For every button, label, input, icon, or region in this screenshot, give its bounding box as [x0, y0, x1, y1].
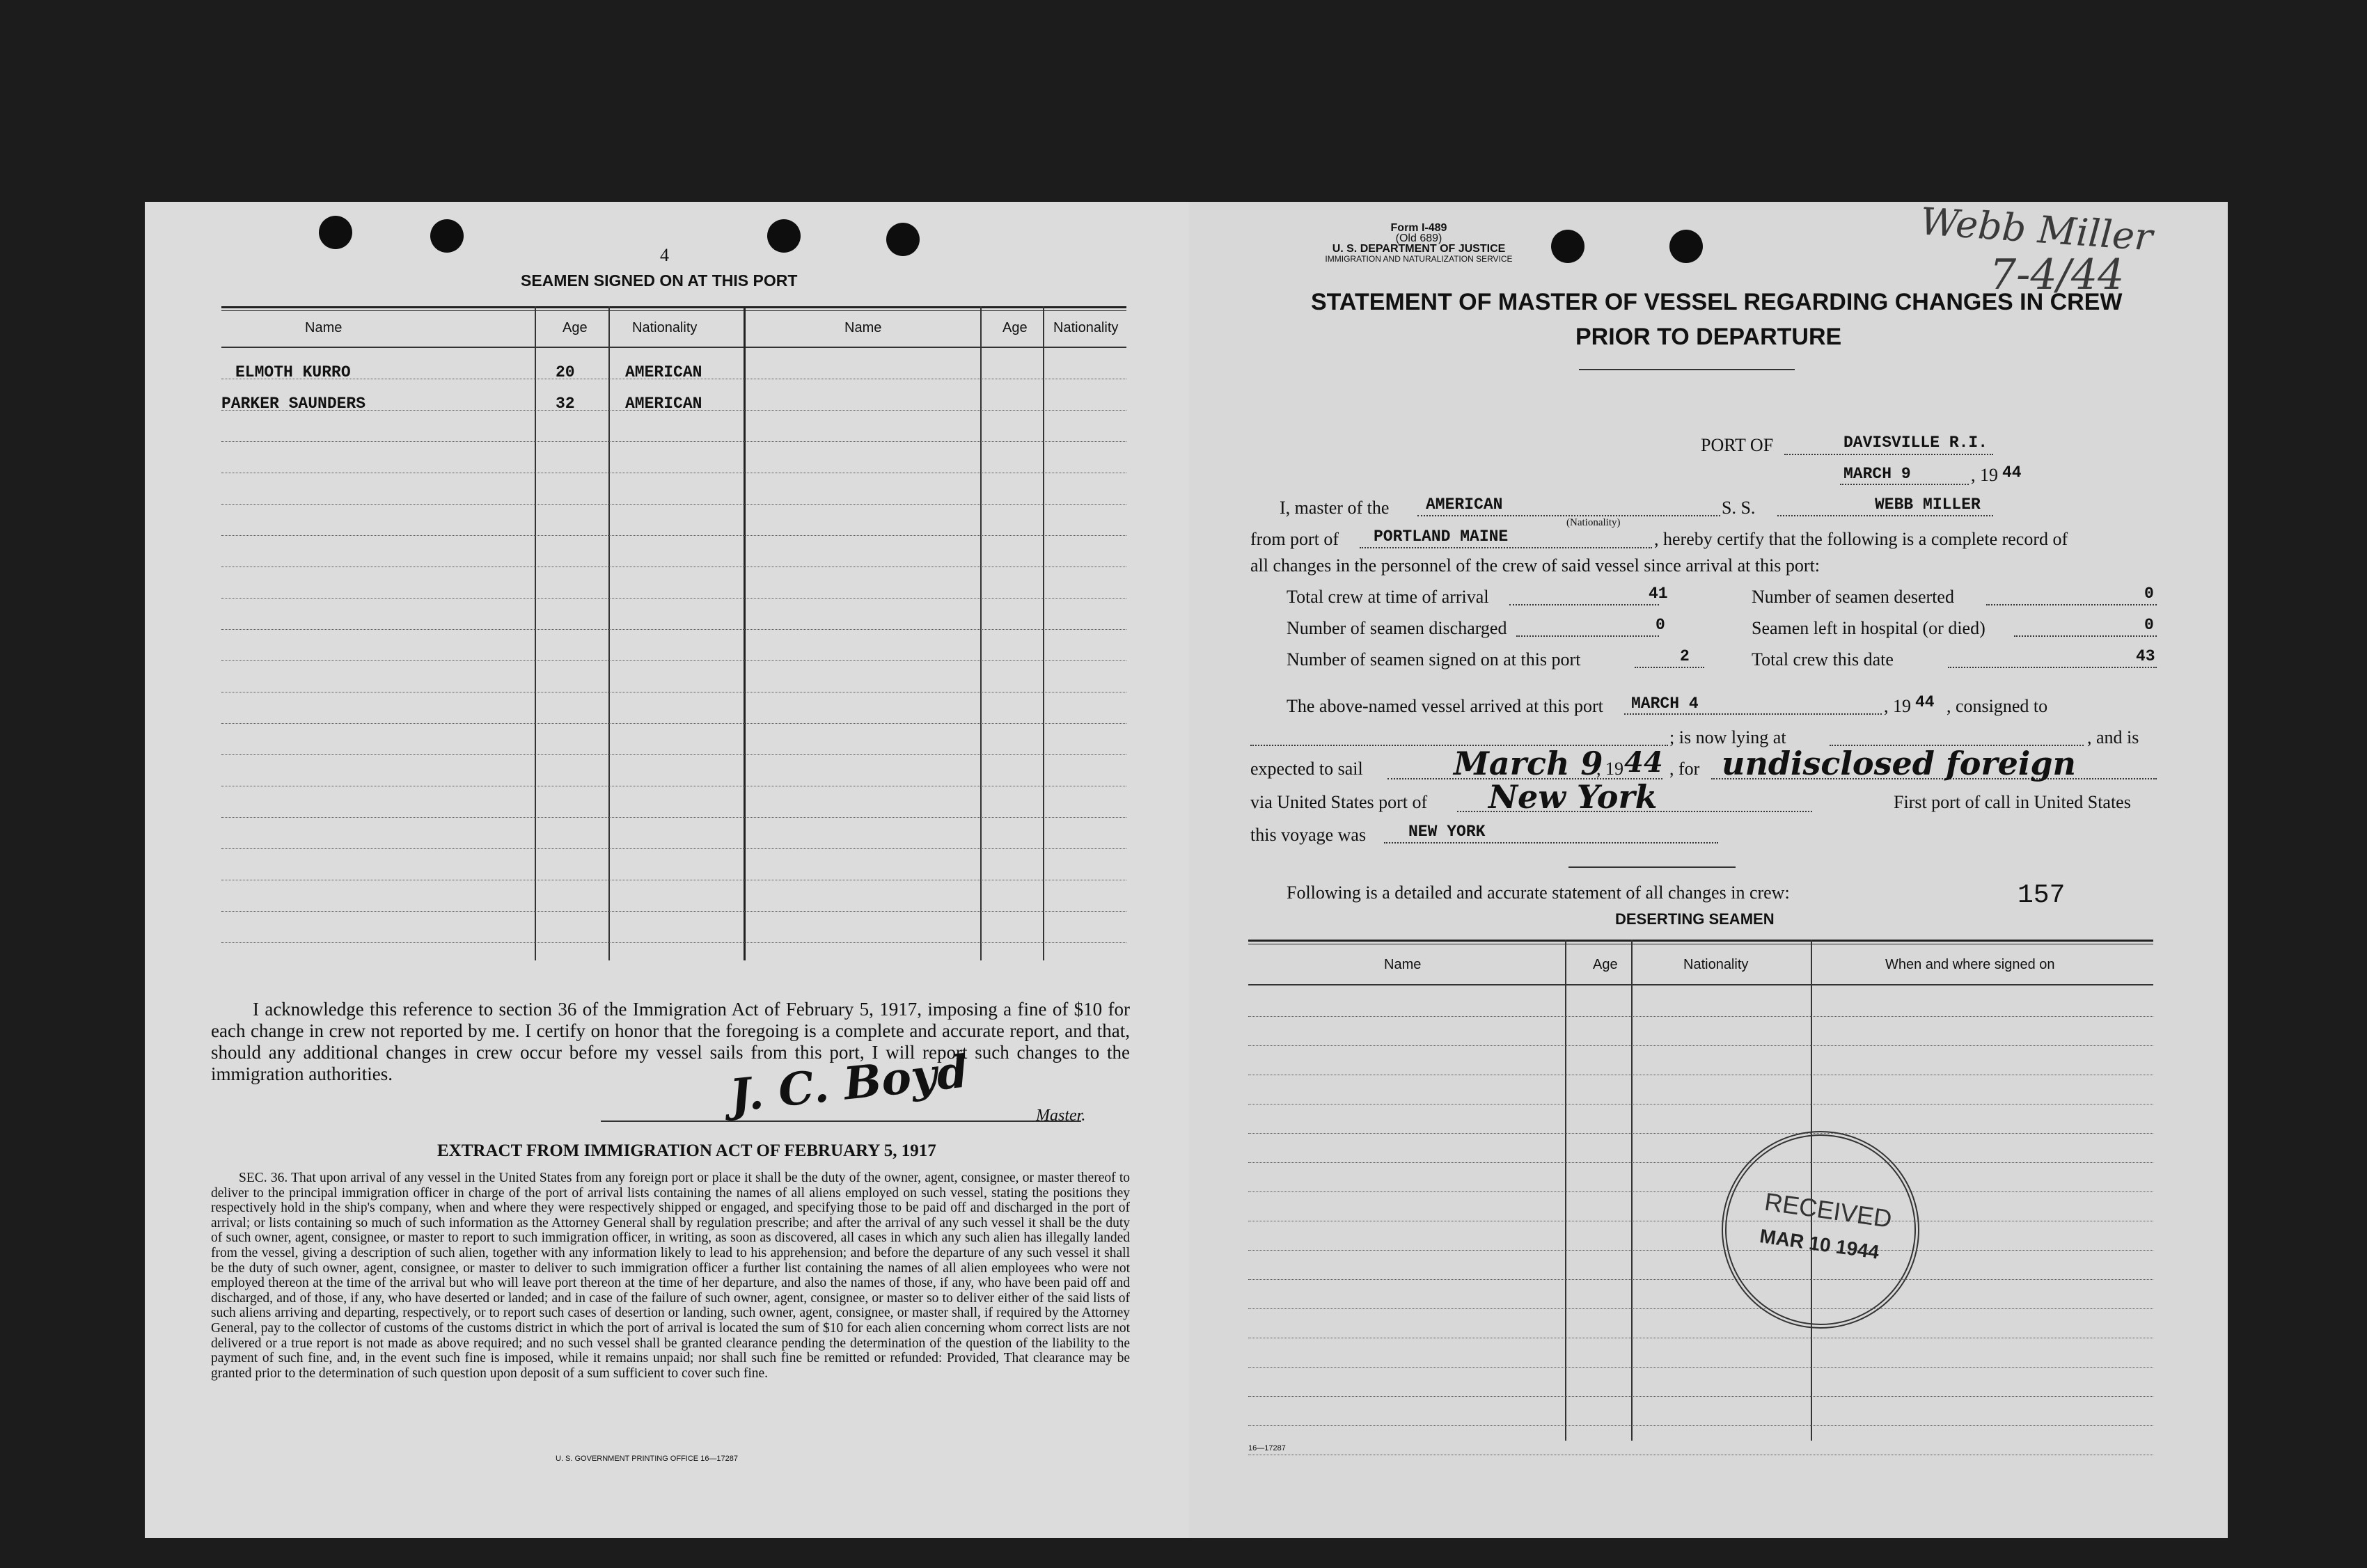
table-row	[221, 848, 1126, 849]
extract-text: SEC. 36. That upon arrival of any vessel in the United States from any foreign port or place it shall be the duty of the owner, agent, consignee, or master thereof to deliver to the principal immigration officer in charge of the port of arrival lists containing the names of all aliens employed on such vessel, stating the positions they respectively hold in the ship's company, when and where they were respectively shipped or engaged, and specifying those to be paid off and discharged in the port of arrival; or lists containing so much of such information as the Attorney General shall by regulation prescribe; and after the arrival of any such vessel it shall be the duty of such owner, agent, consignee, or master to report to such immigration officer, in writing, as soon as discovered, all cases in which any such alien has illegally landed from the vessel, giving a description of such alien, together with any information likely to lead to his apprehension; and before the departure of any such vessel it shall be the duty of such owner, agent, consignee, or master to deliver to such immigration officer a further list containing the names of all alien employees who were not employed thereon at the time of the arrival but who will leave port thereon at the time of her departure, and also the names of those, if any, who have been paid off and discharged, and of those, if any, who have deserted or landed; and in case of the failure of such owner, agent, consignee, or master so to deliver either of the said lists of such aliens arriving and departing, respectively, or to report such cases of desertion or landing, such owner, agent, consignee, or master shall, if required by the Attorney General, pay to the collector of customs of the customs district in which the port of arrival is located the sum of $10 for each alien concerning whom correct lists are not delivered or a true report is not made as above required; and no such vessel shall be granted clearance pending the determination of the question of the liability to the payment of such fine, and, in the event such fine is imposed, while it remains unpaid; nor shall such fine be remitted or refunded: Provided, That clearance may be granted prior to the determination of such question upon deposit of a sum sufficient to cover such fine.	[211, 1171, 1130, 1381]
stat-2-value: 0	[2144, 585, 2154, 603]
nationality-caption: (Nationality)	[1566, 517, 1621, 528]
stat-3-value: 0	[1656, 616, 1665, 634]
stat-1-value: 41	[1649, 585, 1668, 603]
port-value: DAVISVILLE R.I.	[1843, 434, 1988, 452]
col-name-2: Name	[844, 320, 882, 335]
nationality-value: AMERICAN	[1426, 496, 1503, 514]
table-row	[221, 754, 1126, 755]
printing-office-note: U. S. GOVERNMENT PRINTING OFFICE 16—17287	[556, 1455, 739, 1463]
handwritten-date: 7-4/44	[1990, 251, 2125, 299]
arrived-value: MARCH 4	[1631, 695, 1699, 713]
port-label: PORT OF	[1701, 435, 1774, 455]
table-row	[221, 817, 1126, 818]
col-when-where: When and where signed on	[1885, 957, 2055, 972]
form-header	[1314, 223, 1523, 264]
arrived-year-prefix: , 19	[1884, 696, 1911, 716]
left-page	[145, 202, 1189, 1538]
table-row	[221, 504, 1126, 505]
deserting-seamen-table	[1248, 940, 2153, 1441]
table-row	[1248, 1396, 2153, 1397]
row-1-age: 20	[556, 363, 575, 381]
voyage-label: this voyage was	[1250, 825, 1367, 845]
punch-hole	[319, 216, 352, 249]
from-port-value: PORTLAND MAINE	[1374, 528, 1509, 546]
printing-office-note: 16—17287	[1248, 1444, 1286, 1452]
via-label: via United States port of	[1250, 792, 1428, 812]
col-nationality: Nationality	[632, 320, 698, 335]
from-port-label: from port of	[1250, 529, 1339, 549]
row-2-age: 32	[556, 395, 575, 413]
row-2-nationality: AMERICAN	[625, 395, 702, 413]
col-age-2: Age	[1002, 320, 1028, 335]
col-name: Name	[305, 320, 343, 335]
stat-2-label: Number of seamen deserted	[1752, 587, 1954, 607]
arrived-year: 44	[1915, 693, 1935, 711]
voyage-value: NEW YORK	[1408, 823, 1486, 841]
ss-label: S. S.	[1722, 498, 1756, 518]
punch-hole	[767, 219, 801, 253]
handwritten-vessel-name: Webb Miller	[1919, 199, 2155, 260]
stamp-date: MAR 10 1944	[1758, 1225, 1881, 1263]
form-old: (Old 689)	[1395, 232, 1442, 244]
for-value: undisclosed foreign	[1722, 745, 2076, 782]
acknowledgment-text: I acknowledge this reference to section 36 of the Immigration Act of February 5, 1917, imposing a fine of $10 for each change in crew not reported by me. I certify on honor that the foregoing is a complete and accurate report, and that, should any additional changes in crew occur before my vessel sails from this port, I will report such changes to the immigration authorities.	[211, 999, 1130, 1084]
form-number: Form I-489	[1390, 222, 1447, 234]
table-row	[1248, 1425, 2153, 1426]
expected-year-prefix: , 19	[1596, 759, 1623, 779]
table-row	[1248, 1133, 2153, 1134]
table-row	[1248, 1308, 2153, 1309]
certify-text: , hereby certify that the following is a complete record of	[1654, 529, 2068, 549]
expected-label: expected to sail	[1250, 759, 1363, 779]
punch-hole	[1551, 230, 1584, 263]
table-row	[221, 629, 1126, 630]
row-1-nationality: AMERICAN	[625, 363, 702, 381]
row-2-name: PARKER SAUNDERS	[221, 395, 366, 413]
right-page	[1189, 199, 2228, 1538]
deserting-title: DESERTING SEAMEN	[1615, 910, 1775, 928]
form-title-line1: STATEMENT OF MASTER OF VESSEL REGARDING CHANGES IN CREW	[1311, 289, 2123, 315]
punch-hole	[886, 223, 920, 256]
lying-label: ; is now lying at	[1669, 727, 1786, 747]
punch-hole	[430, 219, 464, 253]
table-row	[221, 911, 1126, 912]
stamp-received-text: RECEIVED	[1763, 1187, 1894, 1233]
stamp-number: 157	[2018, 880, 2066, 910]
following-text: Following is a detailed and accurate statement of all changes in crew:	[1287, 882, 1790, 903]
stat-5-value: 2	[1680, 647, 1690, 665]
table-row	[1248, 1250, 2153, 1251]
table-row	[1248, 1367, 2153, 1368]
col-age: Age	[1593, 957, 1618, 972]
stat-4-label: Seamen left in hospital (or died)	[1752, 618, 1985, 638]
date-year-prefix: , 19	[1971, 465, 1998, 485]
col-age: Age	[563, 320, 588, 335]
stat-3-label: Number of seamen discharged	[1287, 618, 1507, 638]
col-nationality: Nationality	[1683, 957, 1749, 972]
signature-label: Master.	[1036, 1107, 1086, 1125]
table-row	[1248, 1045, 2153, 1046]
punch-hole	[1669, 230, 1703, 263]
stat-4-value: 0	[2144, 616, 2154, 634]
date-year: 44	[2002, 464, 2022, 482]
table-row	[221, 441, 1126, 442]
table-row	[221, 598, 1126, 599]
department: U. S. DEPARTMENT OF JUSTICE	[1332, 243, 1506, 255]
master-signature: J. C. Boyd	[728, 1045, 970, 1123]
for-label: , for	[1669, 759, 1700, 779]
table-row	[1248, 1162, 2153, 1163]
stat-6-label: Total crew this date	[1752, 649, 1894, 670]
expected-year: 44	[1624, 746, 1663, 779]
col-nationality-2: Nationality	[1053, 320, 1119, 335]
certify-text-2: all changes in the personnel of the crew of said vessel since arrival at this port:	[1250, 555, 1821, 576]
table-row	[221, 535, 1126, 536]
via-value: New York	[1488, 778, 1658, 816]
service: IMMIGRATION AND NATURALIZATION SERVICE	[1325, 254, 1513, 264]
page-number: 4	[660, 245, 669, 265]
master-label: I, master of the	[1280, 498, 1390, 518]
expected-value: March 9	[1454, 745, 1603, 782]
table-row	[221, 660, 1126, 661]
row-1-name: ELMOTH KURRO	[235, 363, 351, 381]
vessel-name: WEBB MILLER	[1875, 496, 1981, 514]
arrived-label: The above-named vessel arrived at this port	[1287, 696, 1603, 716]
first-port-label: First port of call in United States	[1894, 792, 2131, 812]
form-title-line2: PRIOR TO DEPARTURE	[1575, 324, 1842, 350]
stat-6-value: 43	[2136, 647, 2155, 665]
stat-5-label: Number of seamen signed on at this port	[1287, 649, 1581, 670]
table-row	[221, 942, 1126, 943]
consigned-label: , consigned to	[1947, 696, 2048, 716]
table-row	[1248, 1191, 2153, 1192]
section-title: SEAMEN SIGNED ON AT THIS PORT	[521, 271, 798, 290]
table-row	[1248, 1016, 2153, 1017]
extract-title: EXTRACT FROM IMMIGRATION ACT OF FEBRUARY 5, 1917	[437, 1141, 936, 1160]
col-name: Name	[1384, 957, 1422, 972]
table-row	[1248, 1279, 2153, 1280]
table-row	[221, 723, 1126, 724]
date-month-day: MARCH 9	[1843, 465, 1911, 483]
and-is-label: , and is	[2087, 727, 2139, 747]
stat-1-label: Total crew at time of arrival	[1287, 587, 1489, 607]
